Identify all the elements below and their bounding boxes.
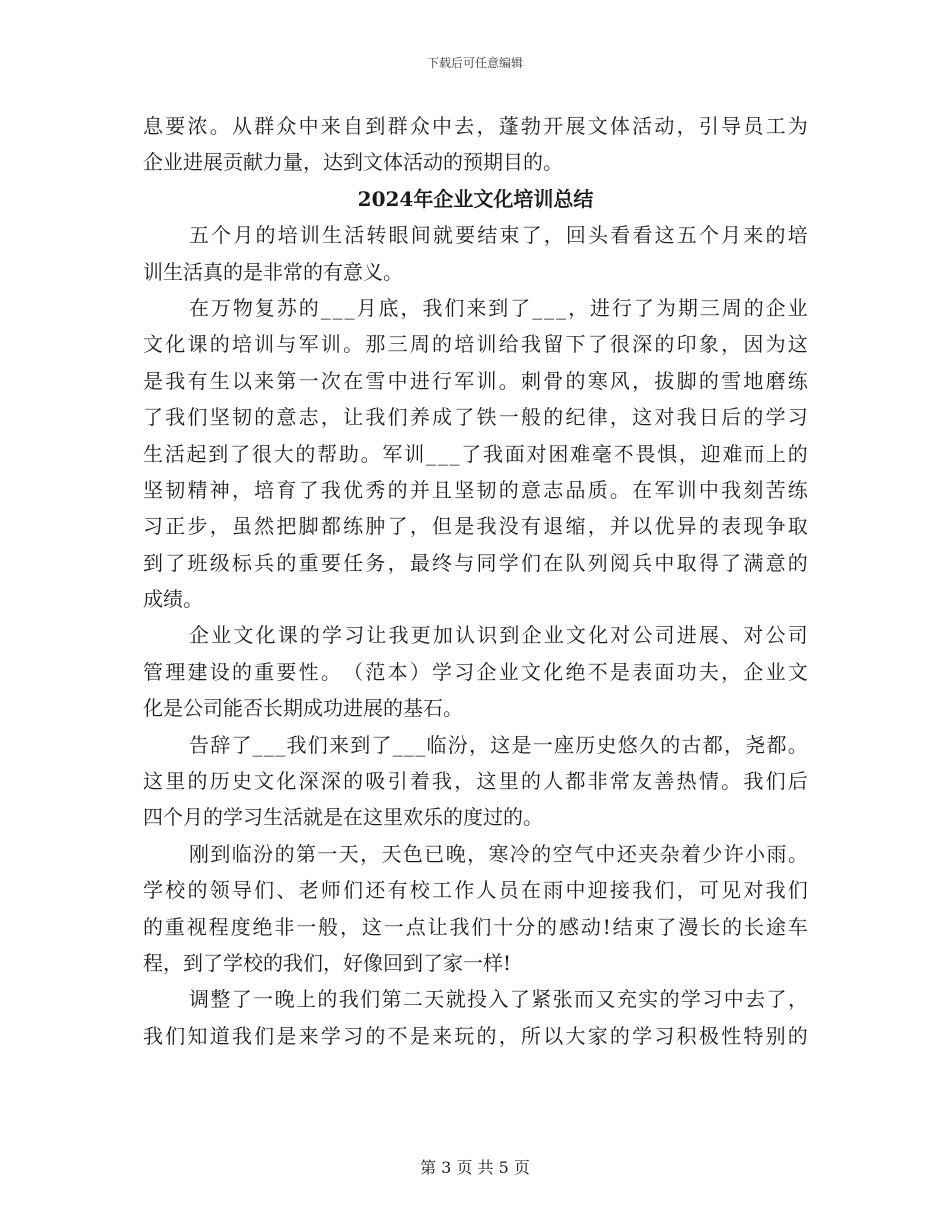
text-line: 是 我 有 生 以 来 第 一 次 在 雪 中 进 行 军 训 。 刺 骨 的 寒 风 ， 拔 脚 的 雪 地 磨 练	[143, 368, 808, 393]
text-line: 了 我 们 坚 韧 的 意 志 ， 让 我 们 养 成 了 铁 一 般 的 纪 律 ， 这 对 我 日 后 的 学 习	[143, 405, 808, 430]
paragraph-first-line: 在 万 物 复 苏 的 _ _ _ 月 底 ， 我 们 来 到 了 _ _ _ ， 进 行 了 为 期 三 周 的 企 业	[189, 295, 808, 320]
text-line: 企业进展贡献力量，达到文体活动的预期目的。	[143, 150, 563, 175]
text-line: 学 校 的 领 导 们 、 老 师 们 还 有 校 工 作 人 员 在 雨 中 迎 接 我 们 ， 可 见 对 我 们	[143, 878, 808, 903]
page-header: 下载后可任意编辑	[426, 56, 523, 70]
paragraph-first-line: 刚 到 临 汾 的 第 一 天 ， 天 色 已 晚 ， 寒 冷 的 空 气 中 还 夹 杂 着 少 许 小 雨 。	[189, 841, 808, 866]
text-line: 化是公司能否长期成功进展的基石。	[143, 696, 463, 721]
text-line: 管 理 建 设 的 重 要 性 。 （ 范 本 ） 学 习 企 业 文 化 绝 不 是 表 面 功 夫 ， 企 业 文	[143, 659, 808, 684]
text-line: 习 正 步 ， 虽 然 把 脚 都 练 肿 了 ， 但 是 我 没 有 退 缩 ， 并 以 优 异 的 表 现 争 取	[143, 514, 808, 539]
text-line: 程，到了学校的我们，好像回到了家一样!	[143, 950, 512, 975]
text-line: 这 里 的 历 史 文 化 深 深 的 吸 引 着 我 ， 这 里 的 人 都 非 常 友 善 热 情 。 我 们 后	[143, 769, 808, 794]
text-line: 息 要 浓 。 从 群 众 中 来 自 到 群 众 中 去 ， 蓬 勃 开 展 文 体 活 动 ， 引 导 员 工 为	[143, 114, 808, 138]
text-line: 到 了 班 级 标 兵 的 重 要 任 务 ， 最 终 与 同 学 们 在 队 列 阅 兵 中 取 得 了 满 意 的	[143, 550, 808, 575]
text-line: 文 化 课 的 培 训 与 军 训 。 那 三 周 的 培 训 给 我 留 下 了 很 深 的 印 象 ， 因 为 这	[143, 332, 808, 357]
page-number: 第 3 页 共 5 页	[420, 1158, 530, 1177]
paragraph-first-line: 告 辞 了 _ _ _ 我 们 来 到 了 _ _ _ 临 汾 ， 这 是 一 座 历 史 悠 久 的 古 都 ， 尧 都 。	[189, 732, 808, 757]
document-body	[143, 108, 808, 1054]
text-line: 四个月的学习生活就是在这里欢乐的度过的。	[143, 805, 543, 830]
text-line: 我 们 知 道 我 们 是 来 学 习 的 不 是 来 玩 的 ， 所 以 大 家 的 学 习 积 极 性 特 别 的	[143, 1023, 808, 1048]
text-line: 生 活 起 到 了 很 大 的 帮 助 。 军 训 _ _ _ 了 我 面 对 困 难 毫 不 畏 惧 ， 迎 难 而 上 的	[143, 441, 808, 466]
text-line: 训生活真的是非常的有意义。	[143, 259, 403, 284]
text-line: 成绩。	[143, 587, 203, 612]
paragraph-first-line: 调 整 了 一 晚 上 的 我 们 第 二 天 就 投 入 了 紧 张 而 又 充 实 的 学 习 中 去 了 ，	[189, 987, 808, 1012]
paragraph-first-line: 五 个 月 的 培 训 生 活 转 眼 间 就 要 结 束 了 ， 回 头 看 看 这 五 个 月 来 的 培	[189, 223, 808, 248]
paragraph-first-line: 企 业 文 化 课 的 学 习 让 我 更 加 认 识 到 企 业 文 化 对 公 司 进 展 、 对 公 司	[189, 623, 808, 648]
text-line: 的 重 视 程 度 绝 非 一 般 ， 这 一 点 让 我 们 十 分 的 感 动 ! 结 束 了 漫 长 的 长 途 车	[143, 914, 808, 939]
text-line: 坚 韧 精 神 ， 培 育 了 我 优 秀 的 并 且 坚 韧 的 意 志 品 质 。 在 军 训 中 我 刻 苦 练	[143, 477, 808, 502]
section-title: 2024年企业文化培训总结	[357, 186, 594, 211]
